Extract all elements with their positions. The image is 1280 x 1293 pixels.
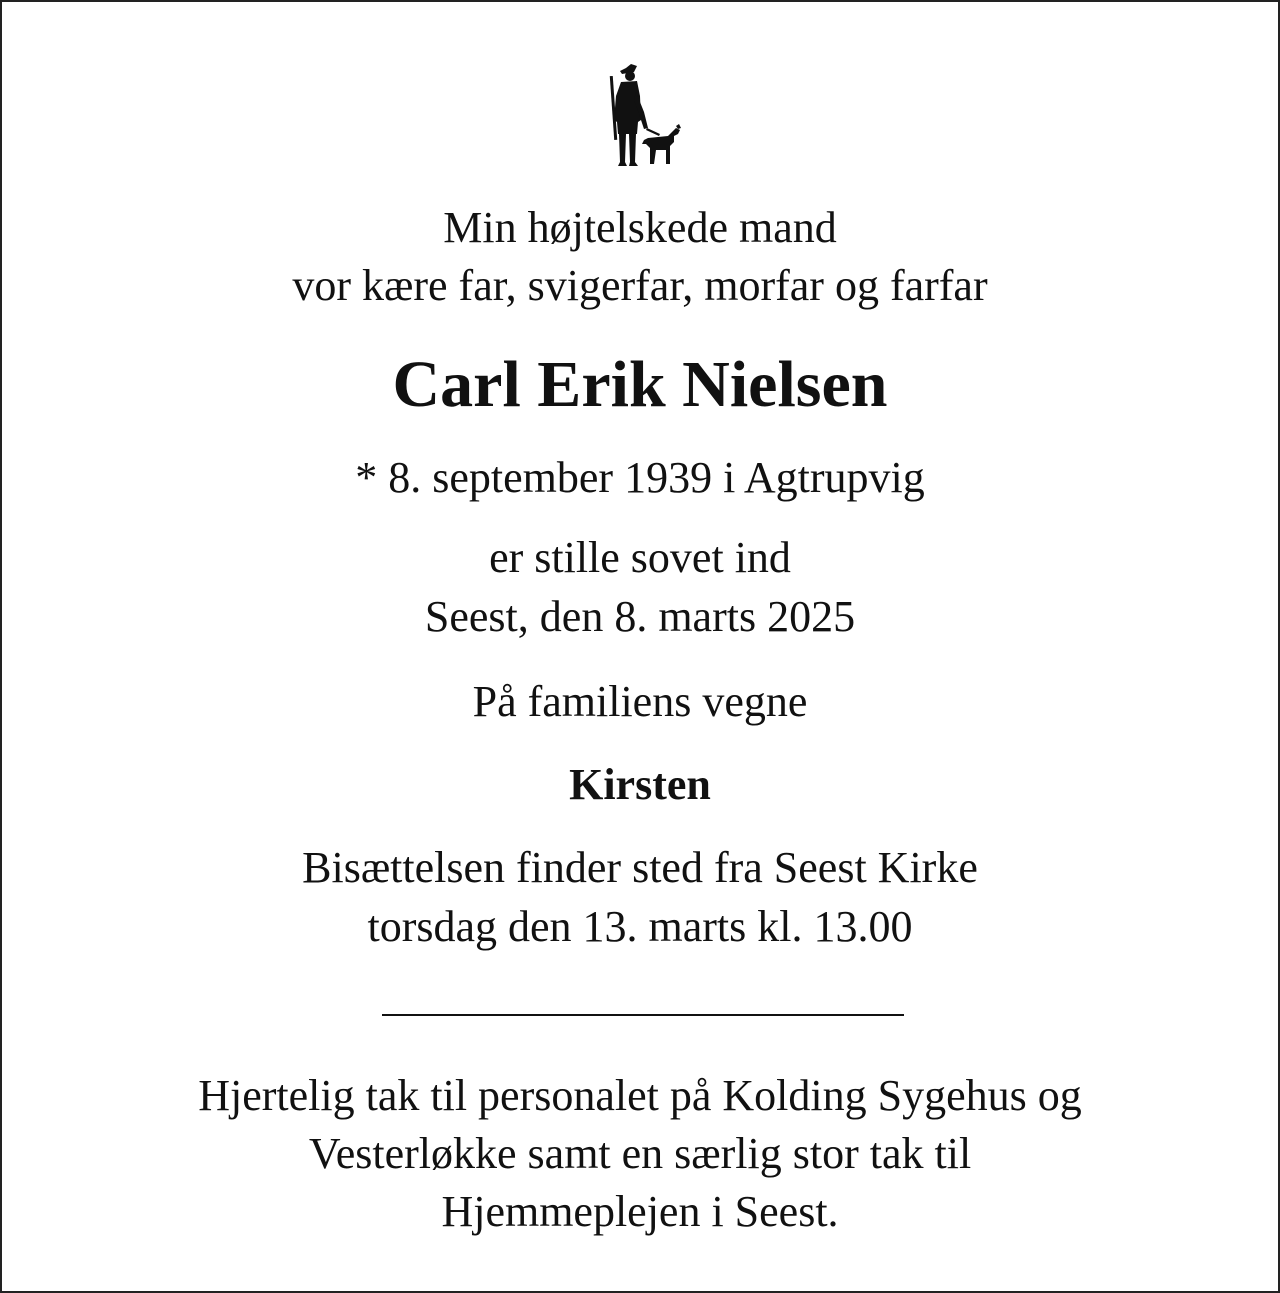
signatory-name: Kirsten — [569, 760, 711, 809]
hunter-with-dog-icon — [604, 62, 684, 172]
divider-rule — [382, 1014, 904, 1016]
passed-line-1: er stille sovet ind — [489, 533, 791, 582]
intro-line-2: vor kære far, svigerfar, morfar og farfar — [292, 261, 988, 310]
on-behalf-line: På familiens vegne — [472, 677, 808, 726]
passed-line-2: Seest, den 8. marts 2025 — [424, 592, 856, 641]
deceased-name: Carl Erik Nielsen — [392, 348, 888, 421]
thanks-line-1: Hjertelig tak til personalet på Kolding Sygehus og — [198, 1071, 1082, 1120]
intro-line-1: Min højtelskede mand — [443, 203, 837, 252]
thanks-line-2: Vesterløkke samt en særlig stor tak til — [308, 1129, 972, 1178]
funeral-line-1: Bisættelsen finder sted fra Seest Kirke — [302, 843, 978, 892]
thanks-line-3: Hjemmeplejen i Seest. — [441, 1187, 839, 1236]
birth-line: * 8. september 1939 i Agtrupvig — [355, 453, 925, 502]
funeral-line-2: torsdag den 13. marts kl. 13.00 — [367, 902, 913, 951]
